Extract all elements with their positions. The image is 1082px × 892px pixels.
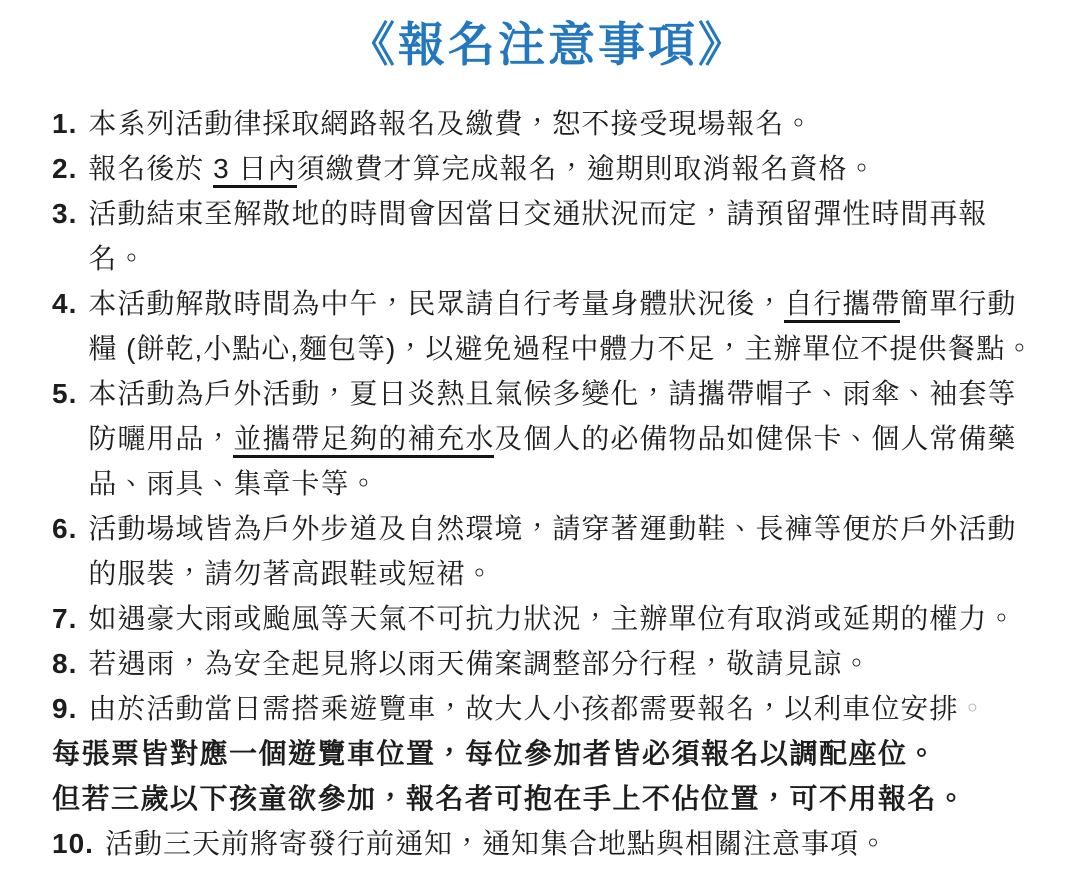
text-segment: 如遇豪大雨或颱風等天氣不可抗力狀況，主辦單位有取消或延期的權力。 (88, 602, 1017, 634)
item-number: 7. (52, 602, 78, 634)
underlined-text: 並攜帶足夠的補充水 (233, 423, 494, 458)
text-segment: 若遇雨，為安全起見將以雨天備案調整部分行程，敬請見諒。 (88, 647, 872, 679)
list-item (52, 686, 1044, 731)
item-text (88, 641, 1044, 686)
list-item (52, 596, 1044, 641)
item-text (88, 686, 1044, 731)
list-item (52, 821, 1044, 866)
text-segment: 活動結束至解散地的時間會因當日交通狀況而定，請預留彈性時間再報名。 (88, 197, 988, 274)
text-segment: 由於活動當日需搭乘遊覽車，故大人小孩都需要報名，以利車位安排 (88, 692, 959, 724)
text-segment: 活動場域皆為戶外步道及自然環境，請穿著運動鞋、長褲等便於戶外活動的服裝，請勿著高跟鞋或短裙。 (88, 512, 1017, 589)
item-number: 6. (52, 512, 78, 544)
list-item (52, 281, 1044, 371)
text-segment: 本活動為戶外活動，夏日炎熱且氣候多變化，請攜帶帽子、雨傘、袖套等防曬用品， (88, 377, 1017, 454)
notice-list (52, 101, 1044, 866)
underlined-text: 自行攜帶 (784, 288, 900, 323)
text-segment: 本活動解散時間為中午，民眾請自行考量身體狀況後， (88, 287, 785, 319)
item-number: 2. (52, 152, 78, 184)
text-segment: 報名後於 (88, 152, 214, 184)
text-segment: 須繳費才算完成報名，逾期則取消報名資格。 (296, 152, 877, 184)
item-text (52, 776, 1044, 821)
item-text (52, 731, 1044, 776)
item-text (88, 101, 1044, 146)
item-text (105, 821, 1044, 866)
item-text (88, 506, 1044, 596)
item-number: 10. (52, 827, 94, 859)
item-text (88, 371, 1044, 506)
text-segment: 每張票皆對應一個遊覽車位置，每位參加者皆必須報名以調配座位。 (52, 737, 938, 769)
text-segment: 本系列活動律採取網路報名及繳費，恕不接受現場報名。 (88, 107, 814, 139)
item-text (88, 281, 1044, 371)
emphasis-line (52, 776, 1044, 821)
list-item (52, 641, 1044, 686)
text-segment: 活動三天前將寄發行前通知，通知集合地點與相關注意事項。 (104, 827, 888, 859)
item-number: 3. (52, 197, 78, 229)
item-number: 1. (52, 107, 78, 139)
item-number: 5. (52, 377, 78, 409)
list-item (52, 506, 1044, 596)
item-number: 8. (52, 647, 78, 679)
text-segment: 但若三歲以下孩童欲參加，報名者可抱在手上不佔位置，可不用報名。 (52, 782, 967, 814)
item-number: 4. (52, 287, 78, 319)
item-text (88, 596, 1044, 641)
text-segment: 簡單行動糧 (餅乾,小點心,麵包等)，以避免過程中體力不足，主辦單位不提供餐點。 (88, 287, 1035, 364)
item-text (88, 146, 1044, 191)
list-item (52, 191, 1044, 281)
underlined-text: 3 日內 (213, 153, 296, 188)
muted-punctuation: 。 (958, 692, 988, 724)
emphasis-line (52, 731, 1044, 776)
list-item (52, 101, 1044, 146)
list-item (52, 146, 1044, 191)
item-number: 9. (52, 692, 78, 724)
list-item (52, 371, 1044, 506)
item-text (88, 191, 1044, 281)
page-title: 《報名注意事項》 (348, 18, 748, 71)
text-segment: 及個人的必備物品如健保卡、個人常備藥品、雨具、集章卡等。 (88, 422, 1017, 499)
